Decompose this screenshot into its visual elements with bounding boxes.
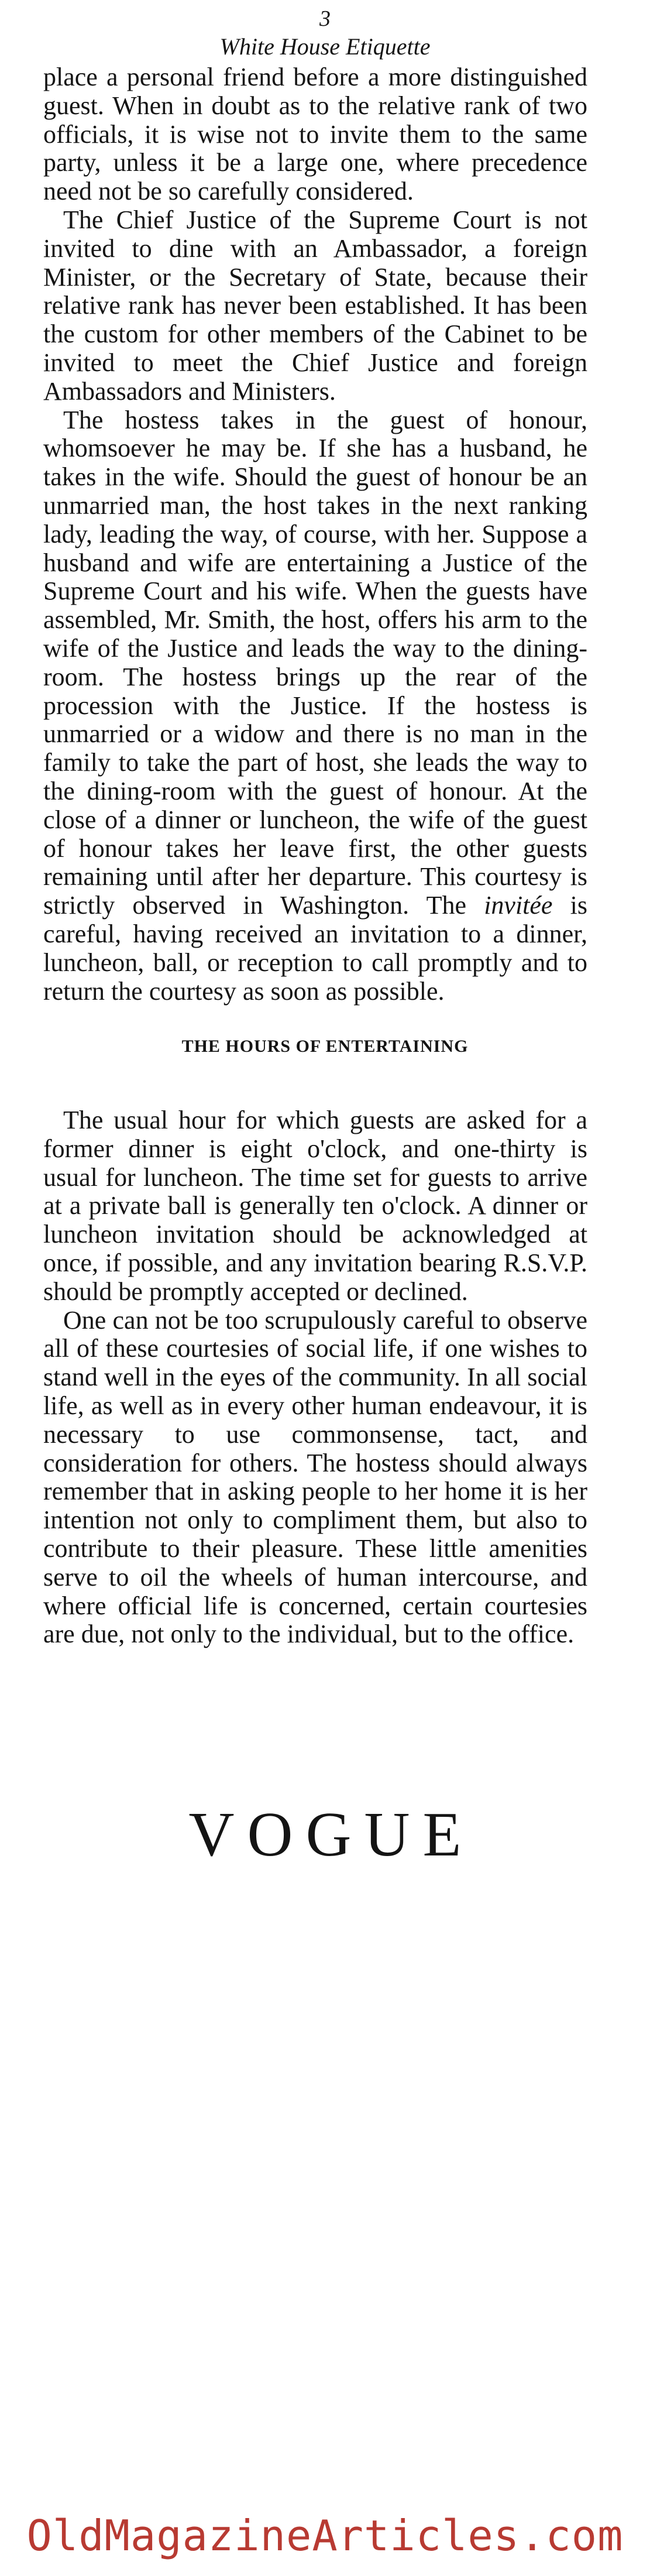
article-paragraph: The usual hour for which guests are asked for a former dinner is eight o'clock, and one-thirty is usual for luncheon. The time set for guests to arrive at a private ball is generally ten o'clock. A dinner or luncheon invitation should be acknowledged at once, if possible, and any invitation bearing R.S.V.P. should be promptly accepted or declined.	[43, 1106, 587, 1306]
site-watermark: OldMagazineArticles.com	[26, 2511, 624, 2560]
page-number: 3	[319, 6, 331, 31]
running-title: White House Etiquette	[219, 33, 431, 60]
article-paragraph: One can not be too scrupulously careful to observe all of these courtesies of social life, if one wishes to stand well in the eyes of the community. In all social life, as well as in every other human endeavour, it is necessary to use commonsense, tact, and consideration for others. The hostess should always remember that in asking people to her home it is her intention not only to compliment them, but also to contribute to their pleasure. These little amenities serve to oil the wheels of human intercourse, and where official life is concerned, certain courtesies are due, not only to the individual, but to the office.	[43, 1305, 587, 1649]
article-paragraph: place a personal friend before a more distinguished guest. When in doubt as to the relative rank of two officials, it is wise not to invite them to the same party, unless it be a large one, where precedence need not be so carefully considered.	[43, 63, 587, 206]
article-body-bottom	[43, 1106, 587, 1649]
article-paragraph: The hostess takes in the guest of honour, whomsoever he may be. If she has a husband, he takes in the wife. Should the guest of honour be an unmarried man, the host takes in the next ranking lady, leading the way, of course, with her. Suppose a husband and wife are entertaining a Justice of the Supreme Court and his wife. When the guests have assembled, Mr. Smith, the host, offers his arm to the wife of the Justice and leads the way to the dining-room. The hostess brings up the rear of the procession with the Justice. If the hostess is unmarried or a widow and there is no man in the family to take the part of host, she leads the way to the dining-room with the guest of honour. At the close of a dinner or luncheon, the wife of the guest of honour takes her leave first, the other guests remaining until after her departure. This courtesy is strictly observed in Washington. The invitée is careful, having received an invitation to a dinner, luncheon, ball, or reception to call promptly and to return the courtesy as soon as possible.	[43, 405, 587, 1006]
article-paragraph: The Chief Justice of the Supreme Court is not invited to dine with an Ambassador, a foreign Minister, or the Secretary of State, because their relative rank has never been established. It has been the custom for other members of the Cabinet to be invited to meet the Chief Justice and foreign Ambassadors and Ministers.	[43, 205, 587, 406]
section-heading: THE HOURS OF ENTERTAINING	[181, 1037, 469, 1056]
magazine-masthead: VOGUE	[188, 1800, 474, 1870]
article-body-top	[43, 63, 587, 1006]
